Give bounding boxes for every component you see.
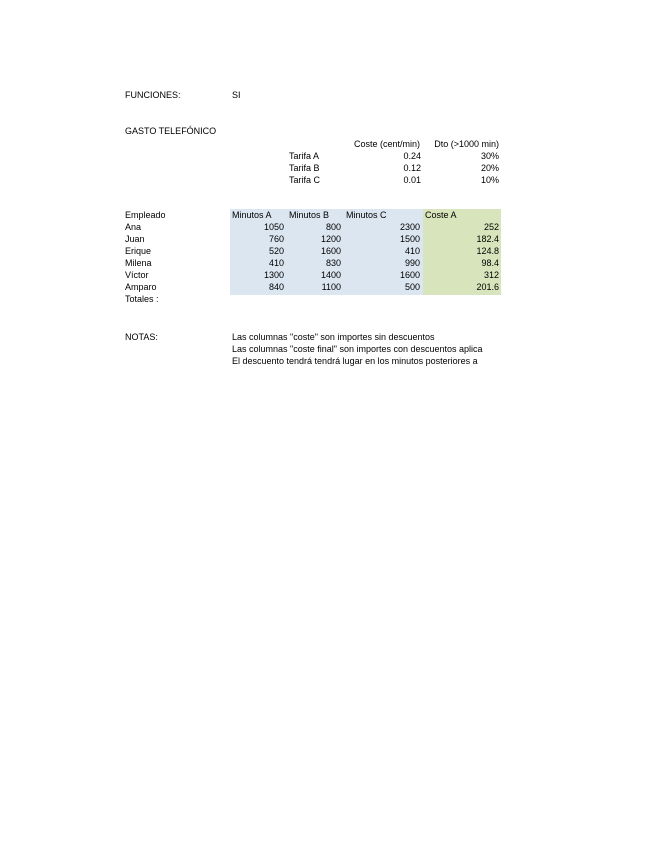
table-row-min-a[interactable]: 410	[268, 258, 284, 268]
funciones-value[interactable]: SI	[232, 90, 241, 100]
table-row-empleado: Erique	[125, 246, 152, 256]
table-row-min-b[interactable]: 830	[325, 258, 341, 268]
table-row-min-b[interactable]: 1100	[321, 282, 341, 292]
rate-dto-c[interactable]: 10%	[480, 175, 499, 185]
table-row-min-b[interactable]: 1400	[320, 270, 341, 280]
rates-header-coste: Coste (cent/min)	[353, 139, 420, 149]
rate-name-a: Tarifa A	[289, 151, 320, 161]
table-row-coste-a[interactable]: 312	[483, 270, 499, 280]
rate-name-c: Tarifa C	[289, 175, 321, 185]
rate-coste-a[interactable]: 0.24	[403, 151, 421, 161]
table-row-min-b[interactable]: 1600	[320, 246, 341, 256]
table-row-empleado: Ana	[125, 222, 142, 232]
rate-dto-a[interactable]: 30%	[480, 151, 499, 161]
note-line-3: El descuento tendrá tendrá lugar en los minutos posteriores a	[232, 356, 478, 366]
table-row-min-a[interactable]: 1300	[263, 270, 284, 280]
table-row-min-a[interactable]: 840	[268, 282, 284, 292]
table-row-coste-a[interactable]: 124.8	[476, 246, 499, 256]
col-header-minutos-b: Minutos B	[289, 210, 330, 220]
table-row-coste-a[interactable]: 98.4	[481, 258, 499, 268]
note-line-2: Las columnas "coste final" son importes con descuentos aplica	[232, 344, 483, 354]
col-header-minutos-a: Minutos A	[232, 210, 272, 220]
funciones-label: FUNCIONES:	[125, 90, 181, 100]
table-row-coste-a[interactable]: 252	[483, 222, 499, 232]
table-row-coste-a[interactable]: 182.4	[476, 234, 499, 244]
table-row-min-a[interactable]: 760	[268, 234, 284, 244]
col-header-minutos-c: Minutos C	[346, 210, 387, 220]
table-row-min-b[interactable]: 1200	[320, 234, 341, 244]
totals-label: Totales :	[125, 294, 159, 304]
table-row-min-c[interactable]: 410	[404, 246, 420, 256]
col-header-coste-a: Coste A	[425, 210, 457, 220]
table-row-empleado: Víctor	[125, 270, 149, 280]
rate-coste-b[interactable]: 0.12	[403, 163, 421, 173]
rate-coste-c[interactable]: 0.01	[403, 175, 421, 185]
table-row-min-c[interactable]: 990	[404, 258, 420, 268]
table-row-min-a[interactable]: 1050	[263, 222, 284, 232]
table-row-coste-a[interactable]: 201.6	[476, 282, 499, 292]
table-row-min-c[interactable]: 1500	[399, 234, 420, 244]
page-title: GASTO TELEFÓNICO	[125, 126, 217, 136]
col-header-empleado: Empleado	[125, 210, 166, 220]
table-row-empleado: Milena	[125, 258, 152, 268]
notes-label: NOTAS:	[125, 332, 158, 342]
table-row-min-a[interactable]: 520	[268, 246, 284, 256]
table-row-empleado: Amparo	[125, 282, 157, 292]
rate-name-b: Tarifa B	[289, 163, 320, 173]
rate-dto-b[interactable]: 20%	[480, 163, 499, 173]
table-row-min-c[interactable]: 1600	[399, 270, 420, 280]
note-line-1: Las columnas "coste" son importes sin descuentos	[232, 332, 435, 342]
rates-header-dto: Dto (>1000 min)	[434, 139, 499, 149]
table-row-min-b[interactable]: 800	[325, 222, 341, 232]
table-row-empleado: Juan	[125, 234, 145, 244]
table-row-min-c[interactable]: 500	[404, 282, 420, 292]
table-row-min-c[interactable]: 2300	[399, 222, 420, 232]
